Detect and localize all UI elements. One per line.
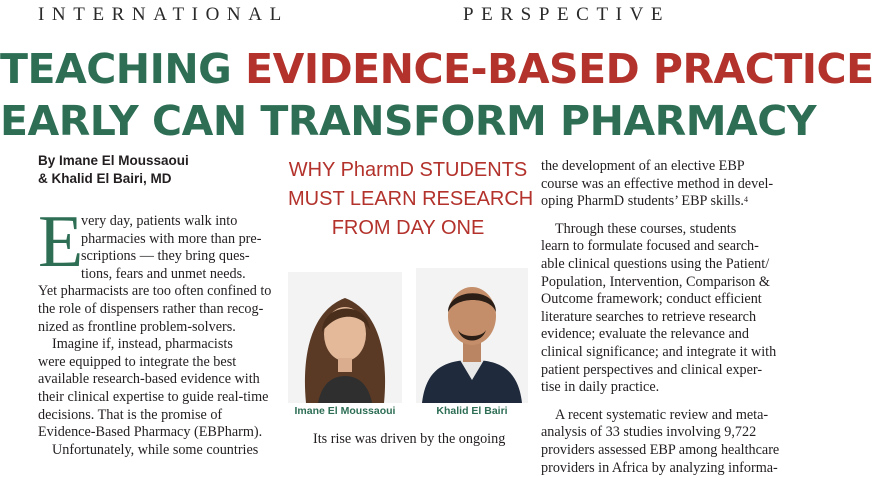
pull-quote: [288, 156, 528, 243]
byline-line-2: & Khalid El Bairi, MD: [38, 170, 189, 188]
col1-line: their clinical expertise to guide real-time: [38, 389, 278, 407]
col3-line: analysis of 33 studies involving 9,722: [541, 424, 781, 442]
col1-line: the role of dispensers rather than recog-: [38, 301, 278, 319]
col1-line: decisions. That is the promise of: [38, 407, 278, 425]
col1-line: Yet pharmacists are too often confined to: [38, 283, 278, 301]
author-photo-khalid: [416, 268, 528, 403]
photo-caption: Imane El Moussaoui: [288, 405, 402, 417]
col1-line: very day, patients walk into: [38, 213, 278, 231]
col3-line: A recent systematic review and meta-: [541, 407, 781, 425]
col1-line: available research-based evidence with: [38, 371, 278, 389]
col3-line: evidence; evaluate the relevance and: [541, 326, 781, 344]
col3-line: tise in daily practice.: [541, 379, 781, 397]
col1-line: nized as frontline problem-solvers.: [38, 319, 278, 337]
col1-line: pharmacies with more than pre-: [38, 231, 278, 249]
col3-line: course was an effective method in devel-: [541, 176, 781, 194]
col3-line: providers in Africa by analyzing informa-: [541, 460, 781, 477]
col1-line: tions, fears and unmet needs.: [38, 266, 278, 284]
pull-quote-line: MUST LEARN RESEARCH: [288, 185, 528, 214]
section-label-right: PERSPECTIVE: [463, 4, 670, 26]
portrait-woman-image: [288, 272, 402, 403]
col1-line: Evidence-Based Pharmacy (EBPharm).: [38, 424, 278, 442]
section-label: [0, 4, 800, 28]
col3-line: the development of an elective EBP: [541, 158, 781, 176]
col3-line: clinical significance; and integrate it with: [541, 344, 781, 362]
col2-line: Its rise was driven by the ongoing: [313, 431, 505, 449]
col3-line: patient perspectives and clinical exper-: [541, 362, 781, 380]
col3-line: learn to formulate focused and search-: [541, 238, 781, 256]
author-photo-imane: [288, 272, 402, 403]
section-label-left: INTERNATIONAL: [38, 4, 289, 25]
col3-line: Outcome framework; conduct efficient: [541, 291, 781, 309]
col3-line: able clinical questions using the Patient/: [541, 256, 781, 274]
portrait-man-image: [416, 268, 528, 403]
col3-line: Through these courses, students: [541, 221, 781, 239]
headline-line-1: [0, 46, 800, 92]
col3-line: Population, Intervention, Comparison &: [541, 274, 781, 292]
reference-number: 4: [744, 195, 748, 204]
col3-line: literature searches to retrieve research: [541, 309, 781, 327]
col1-line: were equipped to integrate the best: [38, 354, 278, 372]
article-column-3: [541, 158, 781, 477]
col1-line: scriptions — they bring ques-: [38, 248, 278, 266]
byline-line-1: By Imane El Moussaoui: [38, 152, 189, 170]
photo-caption: Khalid El Bairi: [416, 405, 528, 417]
headline-line-2: EARLY CAN TRANSFORM PHARMACY: [0, 98, 800, 144]
headline-ebp: EVIDENCE-BASED PRACTICE: [245, 45, 874, 93]
col3-line: providers assessed EBP among healthcare: [541, 442, 781, 460]
pull-quote-line: FROM DAY ONE: [288, 214, 528, 243]
pull-quote-line: WHY PharmD STUDENTS: [288, 156, 528, 185]
col3-line-text: oping PharmD students’ EBP skills.: [541, 193, 744, 209]
byline: [38, 152, 189, 188]
drop-cap: E: [38, 209, 83, 275]
headline-teaching: TEACHING: [0, 45, 245, 93]
col3-line: [541, 193, 781, 211]
col1-line: Unfortunately, while some countries: [38, 442, 278, 460]
col1-line: Imagine if, instead, pharmacists: [38, 336, 278, 354]
article-column-1: [38, 213, 278, 459]
